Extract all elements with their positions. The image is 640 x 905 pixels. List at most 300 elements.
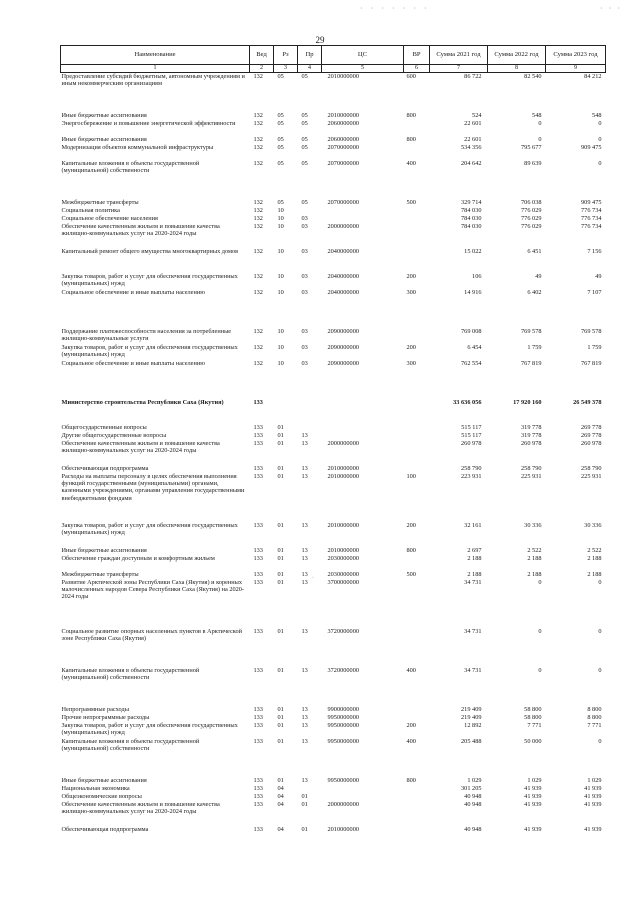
cell-s1: 204 642: [461, 159, 482, 167]
cell-vr: [404, 399, 430, 424]
cell-name: Капитальные вложения в объекты государственной (муниципальной) собственности: [61, 737, 200, 753]
table-row: [61, 199, 606, 207]
cell-ved: 132: [253, 327, 263, 335]
cell-cs: 2030000000: [327, 570, 359, 578]
table-row: [61, 785, 606, 793]
spacer-cell: [61, 314, 606, 328]
cell-pr: 05: [301, 143, 308, 151]
cell-rz: 05: [277, 143, 284, 151]
cell-s2: 0: [538, 666, 542, 674]
cell-rz: 10: [277, 247, 284, 255]
cell-cs: 2010000000: [327, 72, 359, 80]
row-spacer: [61, 653, 606, 667]
cell-pr: 01: [301, 800, 308, 808]
cell-cs: 2060000000: [327, 119, 359, 127]
cell-cs: [322, 785, 404, 793]
cell-vr: [404, 785, 430, 793]
cell-pr: 13: [301, 666, 308, 674]
cell-cs: [322, 207, 404, 215]
cell-s3: 269 778: [581, 431, 602, 439]
cell-s2: 2 188: [527, 570, 542, 578]
cell-s2: 6 451: [527, 247, 542, 255]
cell-s2: 1 759: [527, 343, 542, 351]
cell-s3: 1 759: [587, 343, 602, 351]
cell-s2: 7 771: [527, 721, 542, 729]
table-row: [61, 571, 606, 579]
spacer-cell: [61, 185, 606, 199]
cell-ved: 132: [253, 198, 263, 206]
cell-s2: 776 029: [521, 222, 542, 230]
cell-pr: 13: [301, 521, 308, 529]
cell-pr: 13: [301, 705, 308, 713]
cell-s3: 41 939: [584, 825, 602, 833]
table-row: [61, 826, 606, 834]
cell-vr: 200: [406, 343, 416, 351]
cell-name: Закупка товаров, работ и услуг для обеспечения государственных (муниципальных) нужд: [61, 721, 238, 737]
table-row: [61, 424, 606, 432]
table-row: [61, 120, 606, 136]
col-header-sum-2021: Сумма 2021 год: [430, 46, 488, 65]
spacer-cell: [61, 653, 606, 667]
cell-s1: 1 029: [467, 776, 482, 784]
cell-name: Социальная политика: [61, 206, 120, 214]
table-row: [61, 344, 606, 360]
cell-rz: 01: [277, 423, 284, 431]
cell-cs: 9950000000: [327, 776, 359, 784]
cell-s2: 0: [538, 627, 542, 635]
cell-vr: [404, 215, 430, 223]
cell-s3: 225 931: [581, 472, 602, 480]
cell-pr: 13: [301, 464, 308, 472]
cell-s1: 22 601: [464, 119, 482, 127]
cell-s2: 706 038: [521, 198, 542, 206]
table-row: [61, 223, 606, 248]
cell-ved: 133: [253, 627, 263, 635]
cell-ved: 132: [253, 272, 263, 280]
cell-cs: [322, 424, 404, 432]
row-spacer: [61, 614, 606, 628]
cell-pr: 03: [301, 247, 308, 255]
table-row: [61, 440, 606, 465]
cell-vr: 300: [406, 288, 416, 296]
cell-pr: [298, 207, 322, 215]
cell-s1: 15 022: [464, 247, 482, 255]
cell-vr: [404, 432, 430, 440]
cell-name: Социальное обеспечение и иные выплаты населению: [61, 359, 205, 367]
table-row: [61, 722, 606, 738]
cell-pr: 05: [301, 159, 308, 167]
cell-pr: 01: [301, 825, 308, 833]
cell-s3: 1 029: [587, 776, 602, 784]
table-row: [61, 706, 606, 714]
cell-name: Иные бюджетные ассигнования: [61, 776, 147, 784]
cell-cs: [322, 793, 404, 801]
cell-s3: 0: [598, 119, 602, 127]
cell-name: Развитие Арктической зоны Республики Саха (Якутия) и коренных малочисленных народов Севера Республики Саха (Якутия) на 2020-2024 годы: [61, 578, 245, 601]
table-row: [61, 160, 606, 185]
cell-name: Закупка товаров, работ и услуг для обеспечения государственных (муниципальных) нужд: [61, 343, 238, 359]
col-number: 7: [430, 65, 488, 73]
cell-cs: 2090000000: [327, 327, 359, 335]
budget-table: [60, 45, 606, 834]
col-number: 1: [61, 65, 250, 73]
cell-ved: 133: [253, 578, 263, 586]
cell-ved: 133: [253, 776, 263, 784]
cell-s2: 0: [538, 578, 542, 586]
cell-pr: 03: [301, 288, 308, 296]
cell-s1: 301 205: [461, 784, 482, 792]
cell-ved: 133: [253, 705, 263, 713]
cell-vr: [404, 120, 430, 136]
table-row: [61, 144, 606, 160]
spacer-cell: [61, 692, 606, 706]
cell-rz: 10: [277, 288, 284, 296]
cell-name: Закупка товаров, работ и услуг для обеспечения государственных (муниципальных) нужд: [61, 272, 238, 288]
table-row: [61, 777, 606, 785]
cell-s3: 41 939: [584, 800, 602, 808]
cell-cs: 3700000000: [327, 578, 359, 586]
cell-name: Прочие непрограммные расходы: [61, 713, 150, 721]
cell-rz: [274, 399, 298, 424]
table-row: [61, 207, 606, 215]
cell-s2: 795 677: [521, 143, 542, 151]
cell-s1: 22 601: [464, 135, 482, 143]
cell-s3: 30 336: [584, 521, 602, 529]
cell-s1: 515 117: [461, 423, 482, 431]
cell-s1: 14 916: [464, 288, 482, 296]
cell-cs: 9900000000: [327, 705, 359, 713]
cell-s2: 6 402: [527, 288, 542, 296]
cell-cs: 3720000000: [327, 627, 359, 635]
cell-s2: 319 778: [521, 423, 542, 431]
cell-rz: 01: [277, 472, 284, 480]
table-row: [61, 399, 606, 424]
cell-pr: 05: [301, 198, 308, 206]
table-row: [61, 547, 606, 555]
cell-s3: 7 156: [587, 247, 602, 255]
cell-cs: 2010000000: [327, 521, 359, 529]
cell-name: Социальное обеспечение населения: [61, 214, 158, 222]
cell-pr: [298, 424, 322, 432]
cell-pr: 13: [301, 578, 308, 586]
cell-ved: 133: [253, 737, 263, 745]
cell-s1: 33 636 056: [453, 398, 482, 406]
cell-name: Социальное обеспечение и иные выплаты населению: [61, 288, 205, 296]
cell-s3: 769 578: [581, 327, 602, 335]
cell-s2: 767 819: [521, 359, 542, 367]
cell-s2: 258 790: [521, 464, 542, 472]
cell-s3: 0: [598, 737, 602, 745]
table-row: [61, 112, 606, 120]
cell-rz: 01: [277, 578, 284, 586]
cell-rz: 01: [277, 464, 284, 472]
cell-rz: 04: [277, 784, 284, 792]
cell-s2: 17 920 160: [513, 398, 542, 406]
table-row: [61, 215, 606, 223]
cell-pr: [298, 399, 322, 424]
cell-rz: 01: [277, 546, 284, 554]
cell-vr: [404, 223, 430, 248]
cell-vr: 300: [406, 359, 416, 367]
cell-s2: 225 931: [521, 472, 542, 480]
cell-pr: 05: [301, 72, 308, 80]
col-header-ved: Вед: [250, 46, 274, 65]
cell-rz: 05: [277, 135, 284, 143]
cell-s1: 32 161: [464, 521, 482, 529]
cell-s3: 776 734: [581, 214, 602, 222]
cell-s3: 8 800: [587, 705, 602, 713]
cell-vr: [404, 248, 430, 273]
cell-name: Закупка товаров, работ и услуг для обеспечения государственных (муниципальных) нужд: [61, 521, 238, 537]
cell-ved: 133: [253, 423, 263, 431]
cell-s1: 2 188: [467, 554, 482, 562]
cell-rz: 05: [277, 198, 284, 206]
cell-name: Обеспечение качественным жильем и повышение качества жилищно-коммунальных услуг на 2020-2024 годы: [61, 439, 220, 455]
cell-s2: 319 778: [521, 431, 542, 439]
cell-pr: 13: [301, 721, 308, 729]
table-row: [61, 360, 606, 385]
cell-s2: 89 639: [524, 159, 542, 167]
cell-cs: [322, 399, 404, 424]
cell-s3: 269 778: [581, 423, 602, 431]
spacer-cell: [61, 385, 606, 399]
cell-rz: 01: [277, 705, 284, 713]
cell-pr: 03: [301, 222, 308, 230]
cell-ved: 132: [253, 247, 263, 255]
col-number: 6: [404, 65, 430, 73]
cell-rz: 05: [277, 159, 284, 167]
cell-vr: 500: [406, 198, 416, 206]
cell-vr: 600: [406, 72, 416, 80]
cell-rz: 01: [277, 627, 284, 635]
cell-s1: 784 030: [461, 214, 482, 222]
table-row: [61, 432, 606, 440]
table-row: [61, 801, 606, 826]
col-number: 8: [488, 65, 546, 73]
cell-s2: 2 188: [527, 554, 542, 562]
table-row: [61, 328, 606, 344]
cell-cs: 2090000000: [327, 343, 359, 351]
cell-ved: 132: [253, 343, 263, 351]
col-header-sum-2022: Сумма 2022 год: [488, 46, 546, 65]
cell-ved: 132: [253, 119, 263, 127]
cell-s3: 49: [595, 272, 602, 280]
cell-cs: 9950000000: [327, 737, 359, 745]
cell-s2: 769 578: [521, 327, 542, 335]
cell-s3: 0: [598, 578, 602, 586]
cell-vr: 200: [406, 272, 416, 280]
cell-cs: 2000000000: [327, 222, 359, 230]
cell-name: Капитальный ремонт общего имущества многоквартирных домов: [61, 247, 239, 255]
cell-s1: 258 790: [461, 464, 482, 472]
cell-name: Общеэкономические вопросы: [61, 792, 142, 800]
cell-s2: 41 939: [524, 800, 542, 808]
cell-ved: 133: [253, 521, 263, 529]
row-spacer: [61, 185, 606, 199]
spacer-cell: [61, 508, 606, 522]
table-row: [61, 473, 606, 508]
cell-ved: 133: [253, 721, 263, 729]
cell-ved: 133: [253, 431, 263, 439]
table-row: [61, 738, 606, 763]
cell-vr: [404, 424, 430, 432]
cell-s3: 0: [598, 135, 602, 143]
cell-rz: 05: [277, 119, 284, 127]
cell-s3: 260 978: [581, 439, 602, 447]
cell-cs: 2000000000: [327, 800, 359, 808]
cell-s2: 49: [535, 272, 542, 280]
cell-rz: 01: [277, 666, 284, 674]
cell-cs: 9950000000: [327, 713, 359, 721]
cell-s3: 0: [598, 627, 602, 635]
cell-cs: [322, 432, 404, 440]
cell-pr: 13: [301, 713, 308, 721]
cell-s1: 40 948: [464, 825, 482, 833]
cell-vr: 800: [406, 111, 416, 119]
row-spacer: [61, 385, 606, 399]
cell-s2: 1 029: [527, 776, 542, 784]
cell-name: Социальное развитие опорных населенных пунктов в Арктической зоне Республики Саха (Якутия): [61, 627, 243, 643]
table-row: [61, 793, 606, 801]
cell-rz: 10: [277, 214, 284, 222]
cell-ved: 132: [253, 111, 263, 119]
cell-s1: 769 008: [461, 327, 482, 335]
col-header-rz: Рз: [274, 46, 298, 65]
cell-cs: 2040000000: [327, 288, 359, 296]
cell-cs: 2070000000: [327, 143, 359, 151]
cell-vr: [404, 465, 430, 473]
cell-ved: 133: [253, 570, 263, 578]
cell-rz: 10: [277, 359, 284, 367]
cell-name: Другие общегосударственные вопросы: [61, 431, 167, 439]
table-row: [61, 579, 606, 614]
cell-s2: 82 540: [524, 72, 542, 80]
cell-ved: 132: [253, 206, 263, 214]
col-header-name: Наименование: [61, 46, 250, 65]
cell-rz: 01: [277, 570, 284, 578]
table-row: [61, 136, 606, 144]
cell-pr: 13: [301, 737, 308, 745]
page-number: 29: [315, 35, 325, 45]
table-row: [61, 289, 606, 314]
cell-cs: 2010000000: [327, 111, 359, 119]
cell-s1: 34 731: [464, 578, 482, 586]
cell-name: Иные бюджетные ассигнования: [61, 135, 147, 143]
cell-pr: 13: [301, 431, 308, 439]
col-number: 5: [322, 65, 404, 73]
table-row: [61, 628, 606, 653]
cell-rz: 01: [277, 776, 284, 784]
row-spacer: [61, 763, 606, 777]
cell-s1: 12 892: [464, 721, 482, 729]
cell-vr: [404, 555, 430, 571]
cell-vr: [404, 628, 430, 653]
cell-rz: 10: [277, 343, 284, 351]
cell-s3: 8 800: [587, 713, 602, 721]
cell-rz: 01: [277, 431, 284, 439]
cell-pr: 13: [301, 546, 308, 554]
cell-s3: 41 939: [584, 784, 602, 792]
cell-s2: 30 336: [524, 521, 542, 529]
cell-name: Иные бюджетные ассигнования: [61, 546, 147, 554]
cell-cs: 2040000000: [327, 272, 359, 280]
cell-s3: 41 939: [584, 792, 602, 800]
cell-pr: 13: [301, 554, 308, 562]
cell-vr: [404, 328, 430, 344]
cell-name: Общегосударственные вопросы: [61, 423, 147, 431]
cell-rz: 01: [277, 737, 284, 745]
table-row: [61, 273, 606, 289]
cell-cs: [322, 215, 404, 223]
cell-ved: 132: [253, 288, 263, 296]
cell-name: Межбюджетные трансферты: [61, 570, 139, 578]
cell-ved: 132: [253, 135, 263, 143]
row-spacer: [61, 692, 606, 706]
row-spacer: [61, 508, 606, 522]
cell-s2: 58 800: [524, 713, 542, 721]
cell-vr: 400: [406, 159, 416, 167]
cell-rz: 01: [277, 521, 284, 529]
cell-vr: [404, 793, 430, 801]
cell-rz: 04: [277, 800, 284, 808]
spacer-cell: [61, 614, 606, 628]
cell-ved: 132: [253, 72, 263, 80]
cell-cs: 3720000000: [327, 666, 359, 674]
cell-ved: 133: [253, 713, 263, 721]
cell-pr: 05: [301, 111, 308, 119]
cell-cs: 9950000000: [327, 721, 359, 729]
cell-s1: 40 948: [464, 792, 482, 800]
cell-s2: 58 800: [524, 705, 542, 713]
cell-s1: 515 117: [461, 431, 482, 439]
cell-s1: 106: [472, 272, 482, 280]
cell-rz: 04: [277, 825, 284, 833]
cell-s1: 223 931: [461, 472, 482, 480]
cell-vr: [404, 579, 430, 614]
cell-vr: 200: [406, 521, 416, 529]
cell-vr: [404, 440, 430, 465]
cell-s3: 2 188: [587, 554, 602, 562]
cell-rz: 05: [277, 72, 284, 80]
table-header: [61, 46, 606, 73]
cell-s3: 0: [598, 666, 602, 674]
col-header-vr: ВР: [404, 46, 430, 65]
cell-s2: 41 939: [524, 784, 542, 792]
cell-name: Обеспечение граждан доступным и комфортным жильем: [61, 554, 215, 562]
cell-s2: 2 522: [527, 546, 542, 554]
cell-pr: 01: [301, 792, 308, 800]
scan-artifact: · · · · · · ·: [360, 4, 430, 13]
cell-vr: [404, 826, 430, 834]
cell-name: Расходы на выплаты персоналу в целях обеспечения выполнения функций государственными (муниципальными) органами, казенными учреждениями, органами управления государственными внебюджетными фондами: [61, 472, 245, 502]
cell-s3: 2 522: [587, 546, 602, 554]
cell-pr: 03: [301, 359, 308, 367]
cell-s3: 2 188: [587, 570, 602, 578]
cell-cs: 2070000000: [327, 159, 359, 167]
table-row: [61, 465, 606, 473]
cell-ved: 133: [253, 472, 263, 480]
cell-name: Модернизация объектов коммунальной инфраструктуры: [61, 143, 214, 151]
table-row: [61, 72, 606, 98]
col-header-sum-2023: Сумма 2023 год: [546, 46, 606, 65]
cell-pr: 13: [301, 776, 308, 784]
cell-ved: 132: [253, 214, 263, 222]
cell-s1: 762 554: [461, 359, 482, 367]
cell-pr: [298, 785, 322, 793]
cell-vr: [404, 706, 430, 714]
cell-s2: 41 939: [524, 825, 542, 833]
cell-vr: [404, 801, 430, 826]
